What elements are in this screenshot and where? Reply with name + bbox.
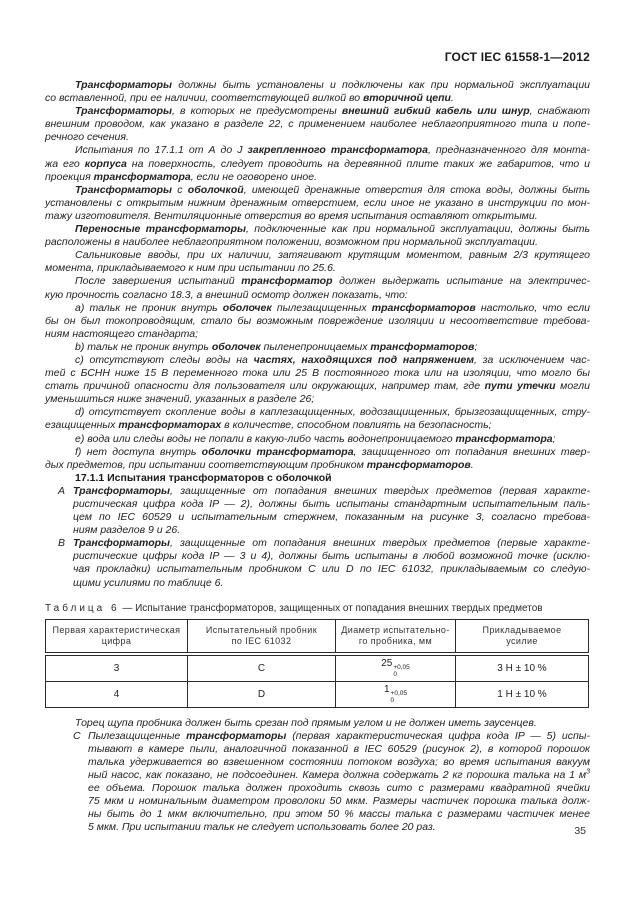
text-line: кую прочность согласно 18.3, а внешний осмотр должен показать, что: <box>45 288 408 301</box>
paragraph <box>45 223 590 249</box>
text-line: талька удерживается во взвешенном состоянии потоком воздуха; во время испытания вакуум <box>88 755 590 768</box>
text-line: ристические цифры кода IP — 3 и 4), должны быть испытаны в любой возможной точке (исклю- <box>73 550 590 563</box>
table-caption <box>45 603 590 615</box>
text-line: тей с БСНН ниже 15 В переменного тока или 25 В постоянного тока или на изоляции, что могло бы <box>45 367 590 380</box>
lettered-item <box>73 729 591 835</box>
text-line: жа его корпуса на поверхность, следует проводить на деревянной плите таких же габаритов, что и <box>45 157 591 170</box>
text-line: дых предметов, при испытании соответствующим пробником трансформаторов. <box>45 458 474 471</box>
paragraph <box>45 275 590 301</box>
cell-diameter <box>336 681 456 707</box>
cell-digit: 3 <box>46 654 188 682</box>
text-line: Торец щупа пробника должен быть срезан под прямым углом и не должен иметь заусенцев. <box>75 716 537 729</box>
text-line: b) тальк не проник внутрь оболочек пыленепроницаемых трансформаторов; <box>75 340 478 353</box>
paragraph <box>45 341 590 354</box>
header-line: по IEC 61032 <box>231 635 292 646</box>
header-line: го пробника, мм <box>358 635 433 646</box>
text-line: Переносные трансформаторы, подключенные как при нормальной эксплуатации, должны быть <box>75 223 590 236</box>
cell-digit: 4 <box>46 681 188 707</box>
text-line: ны быть до 1 мкм включительно, при этом 50 % массы талька с размерами частичек менее <box>88 808 590 821</box>
text-line: ниям разделов 9 и 26. <box>73 524 181 537</box>
standard-designation: ГОСТ IEC 61558-1—2012 <box>444 50 590 64</box>
text-line: стать причиной опасности для пользователя или окружающих, например там, где пути утечки могли <box>45 380 590 393</box>
item-label: А <box>58 484 66 497</box>
paragraph <box>45 354 590 406</box>
header-line: Испытательный пробник <box>205 624 318 635</box>
text-line: чая прокладки) испытательным пробником С или D по IEC 61032, прикладываемым со следую- <box>73 563 590 576</box>
text-line: тажу изготовителя. Вентиляционные отверстия во время испытания оставляют открытыми. <box>45 209 538 222</box>
col-header-probe-diameter <box>336 619 456 654</box>
paragraph <box>45 144 590 183</box>
diameter-value: 25 <box>381 658 393 670</box>
document-body <box>45 79 590 835</box>
item-label: В <box>58 537 66 550</box>
text-line: ее объема. Порошок талька должен проходить сквозь сито с размерами квадратной ячейки <box>88 782 590 795</box>
paragraph <box>45 184 590 223</box>
text-line: Трансформаторы с оболочкой, имеющей дренажные отверстия для стока воды, должны быть <box>75 183 590 196</box>
text-line: После завершения испытаний трансформатор должен выдержать испытание на электричес- <box>75 275 590 288</box>
text-line: С Пылезащищенные трансформаторы (первая характеристическая цифра кода IP — 5) испы- <box>73 729 591 742</box>
text-line: d) отсутствует скопление воды в каплезащищенных, водозащищенных, брызгозащищенных, стру- <box>75 406 590 419</box>
text-line: В Трансформаторы, защищенные от попадания внешних твердых предметов (первые характе- <box>58 537 590 550</box>
header-line: Первая характеристическая <box>52 624 181 635</box>
text-line: а) тальк не проник внутрь оболочек пылезащищенных трансформаторов настолько, что если <box>75 301 591 314</box>
section-heading: 17.1.1 Испытания трансформаторов с оболочкой <box>75 471 332 484</box>
text-line: тывают в камере пыли, аналогичной показанной в IEC 60529 (рисунок 2), в которой порошок <box>88 742 590 755</box>
text-line: Сальниковые вводы, при их наличии, затягивают крутящим моментом, равным 2/3 крутящего <box>75 249 590 262</box>
text-line: 5 мкм. При испытании тальк не следует использовать более 20 раз. <box>88 821 436 834</box>
tolerance-upper: +0,05 <box>390 690 407 698</box>
paragraph <box>45 446 590 472</box>
text-line: внешним проводом, как указано в разделе 22, с применением наиболее неблагоприятного типа и попе- <box>45 118 590 131</box>
paragraph <box>45 717 590 730</box>
text-line: ный насос, как показано, не подсоединен. Камера должна содержать 2 кг порошка талька на 1 $м^3$ <box>88 768 590 782</box>
text-line: Трансформаторы должны быть установлены и подключены как при нормальной эксплуатации <box>75 79 590 91</box>
cell-force: 3 Н ± 10 % <box>456 654 589 682</box>
col-header-first-digit <box>46 619 188 654</box>
header-line: Прикладываемое <box>482 624 562 635</box>
text-line: 75 мкм и номинальным диаметром проволоки 50 мкм. Размеры частичек порошка талька долж- <box>88 795 590 808</box>
diameter-value: 1 <box>383 684 390 696</box>
paragraph <box>45 105 590 144</box>
text-line: щими усилиями по таблице 6. <box>73 576 224 589</box>
table-row <box>46 654 589 682</box>
page-number: 35 <box>574 825 586 837</box>
cell-force: 1 Н ± 10 % <box>456 681 589 707</box>
text-line: езащищенных трансформаторах в количестве, способном повлиять на безопасность; <box>45 419 492 432</box>
paragraph <box>45 433 590 446</box>
paragraph <box>45 302 590 341</box>
text-line: расположены в наиболее неблагоприятном положении, возможном при нормальной эксплуатации. <box>45 236 538 249</box>
text-line: А Трансформаторы, защищенные от попадания внешних твердых предметов (первая характе- <box>58 484 590 497</box>
paragraph <box>45 249 590 275</box>
text-line: Трансформаторы, в которых не предусмотрены внешний гибкий кабель или шнур, снабжают <box>75 105 591 118</box>
col-header-test-probe <box>188 619 336 654</box>
table-caption-text: — Испытание трансформаторов, защищенных от попадания внешних твердых предметов <box>122 602 543 614</box>
item-label: С <box>73 729 81 742</box>
text-line: установлены с открытым нижним дренажным отверстием, если иное не указано в инструкции по мон- <box>45 196 590 209</box>
text-line: уменьшиться ниже значений, указанных в разделе 26; <box>45 393 315 406</box>
text-blocks-top <box>45 79 590 590</box>
table-6 <box>45 619 589 708</box>
cell-probe: D <box>188 681 336 707</box>
text-line: ниям настоящего стандарта; <box>45 327 199 340</box>
text-line: речного сечения. <box>45 131 129 144</box>
text-line: бы он был токопроводящим, стало бы возможным повреждение изоляции и несоответствие требова- <box>45 314 590 327</box>
header-line: цифра <box>101 635 132 646</box>
table-row <box>46 681 589 707</box>
header-line: Диаметр испытательно- <box>341 624 450 635</box>
cell-probe: C <box>188 654 336 682</box>
text-line: f) нет доступа внутрь оболочки трансформатора, защищенного от попадания внешних твер- <box>75 445 590 458</box>
text-line: с) отсутствуют следы воды на частях, находящихся под напряжением, за исключением час- <box>75 353 590 366</box>
tolerance-lower: 0 <box>393 671 397 679</box>
paragraph <box>45 79 590 105</box>
col-header-applied-force <box>456 619 589 654</box>
lettered-item <box>58 537 590 589</box>
table-caption-label: Таблица 6 <box>45 602 120 614</box>
tolerance-lower: 0 <box>390 697 395 705</box>
cell-diameter <box>336 654 456 682</box>
text-line: цем по IEC 60529 и испытательным стержнем, показанным на рисунке 3, согласно требова- <box>73 511 590 524</box>
tolerance-upper: +0,05 <box>393 664 410 672</box>
header-line: усилие <box>506 635 538 646</box>
text-line: проекция трансформатора, если не оговорено иное. <box>45 170 317 183</box>
tolerance-stack <box>393 665 409 679</box>
text-blocks-bottom <box>45 717 590 835</box>
text-line: момента, прикладываемого к ним при испытании по 25.6. <box>45 262 336 275</box>
lettered-item <box>58 484 590 537</box>
text-line: Испытания по 17.1.1 от А до J закрепленного трансформатора, предназначенного для монта- <box>75 144 590 157</box>
tolerance-stack <box>391 691 407 705</box>
text-line: е) вода или следы воды не попали в какую-либо часть водонепроницаемого трансформатора; <box>75 432 556 445</box>
text-line: со вставленной, при ее наличии, соответствующей вилкой во вторичной цепи. <box>45 92 454 105</box>
paragraph <box>45 406 590 432</box>
table-header-row <box>46 619 589 654</box>
text-line: ристическая цифра кода IP — 2), должны быть испытаны стандартным испытательным паль- <box>73 498 590 510</box>
